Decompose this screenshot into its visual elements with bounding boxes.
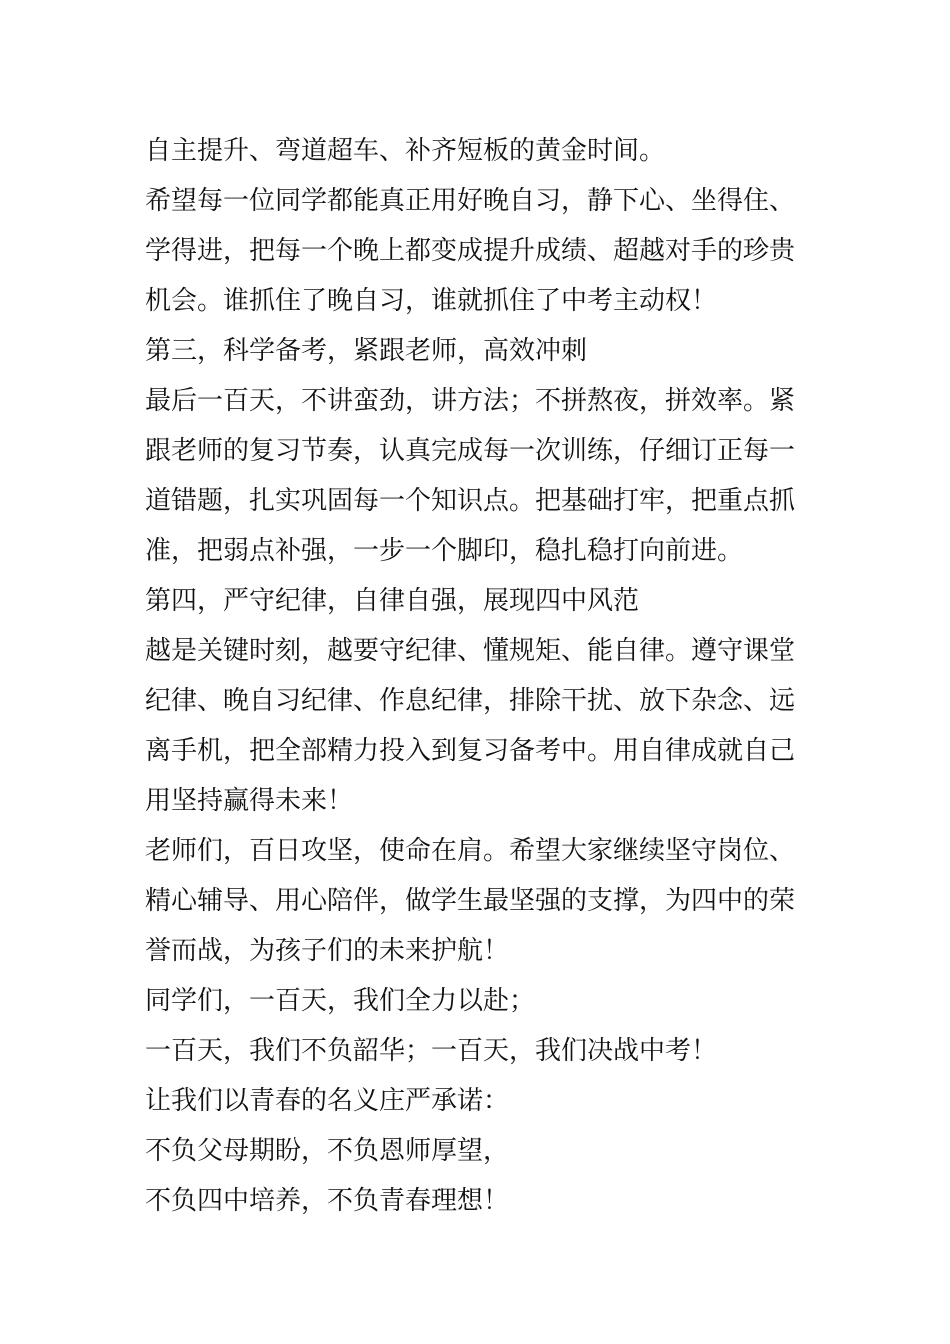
paragraph-line: 纪律、晚自习纪律、作息纪律，排除干扰、放下杂念、远 [145,686,796,716]
paragraph-line: 最后一百天，不讲蛮劲，讲方法；不拼熬夜，拼效率。紧 [145,386,796,416]
document-body [145,126,815,1226]
paragraph-line: 希望每一位同学都能真正用好晚自习，静下心、坐得住、 [145,186,796,216]
paragraph-line: 准，把弱点补强，一步一个脚印，稳扎稳打向前进。 [145,536,744,566]
paragraph-line: 离手机，把全部精力投入到复习备考中。用自律成就自己 [145,736,796,766]
paragraph-line: 不负父母期盼，不负恩师厚望， [145,1136,510,1166]
paragraph-line: 学得进，把每一个晚上都变成提升成绩、超越对手的珍贵 [145,236,796,266]
paragraph-line: 自主提升、弯道超车、补齐短板的黄金时间。 [145,136,666,166]
paragraph-line: 同学们，一百天，我们全力以赴； [145,986,536,1016]
paragraph-line: 老师们，百日攻坚，使命在肩。希望大家继续坚守岗位、 [145,836,796,866]
paragraph-line: 越是关键时刻，越要守纪律、懂规矩、能自律。遵守课堂 [145,636,796,666]
section-heading: 第三，科学备考，紧跟老师，高效冲刺 [145,336,588,366]
paragraph-line: 用坚持赢得未来！ [145,786,354,816]
paragraph-line: 一百天，我们不负韶华；一百天，我们决战中考！ [145,1036,718,1066]
paragraph-line: 不负四中培养，不负青春理想！ [145,1186,510,1216]
paragraph-line: 精心辅导、用心陪伴，做学生最坚强的支撑，为四中的荣 [145,886,796,916]
paragraph-line: 机会。谁抓住了晚自习，谁就抓住了中考主动权！ [145,286,718,316]
paragraph-line: 道错题，扎实巩固每一个知识点。把基础打牢，把重点抓 [145,486,796,516]
section-heading: 第四，严守纪律，自律自强，展现四中风范 [145,586,640,616]
paragraph-line: 让我们以青春的名义庄严承诺： [145,1086,510,1116]
paragraph-line: 跟老师的复习节奏，认真完成每一次训练，仔细订正每一 [145,436,796,466]
paragraph-line: 誉而战，为孩子们的未来护航！ [145,936,510,966]
